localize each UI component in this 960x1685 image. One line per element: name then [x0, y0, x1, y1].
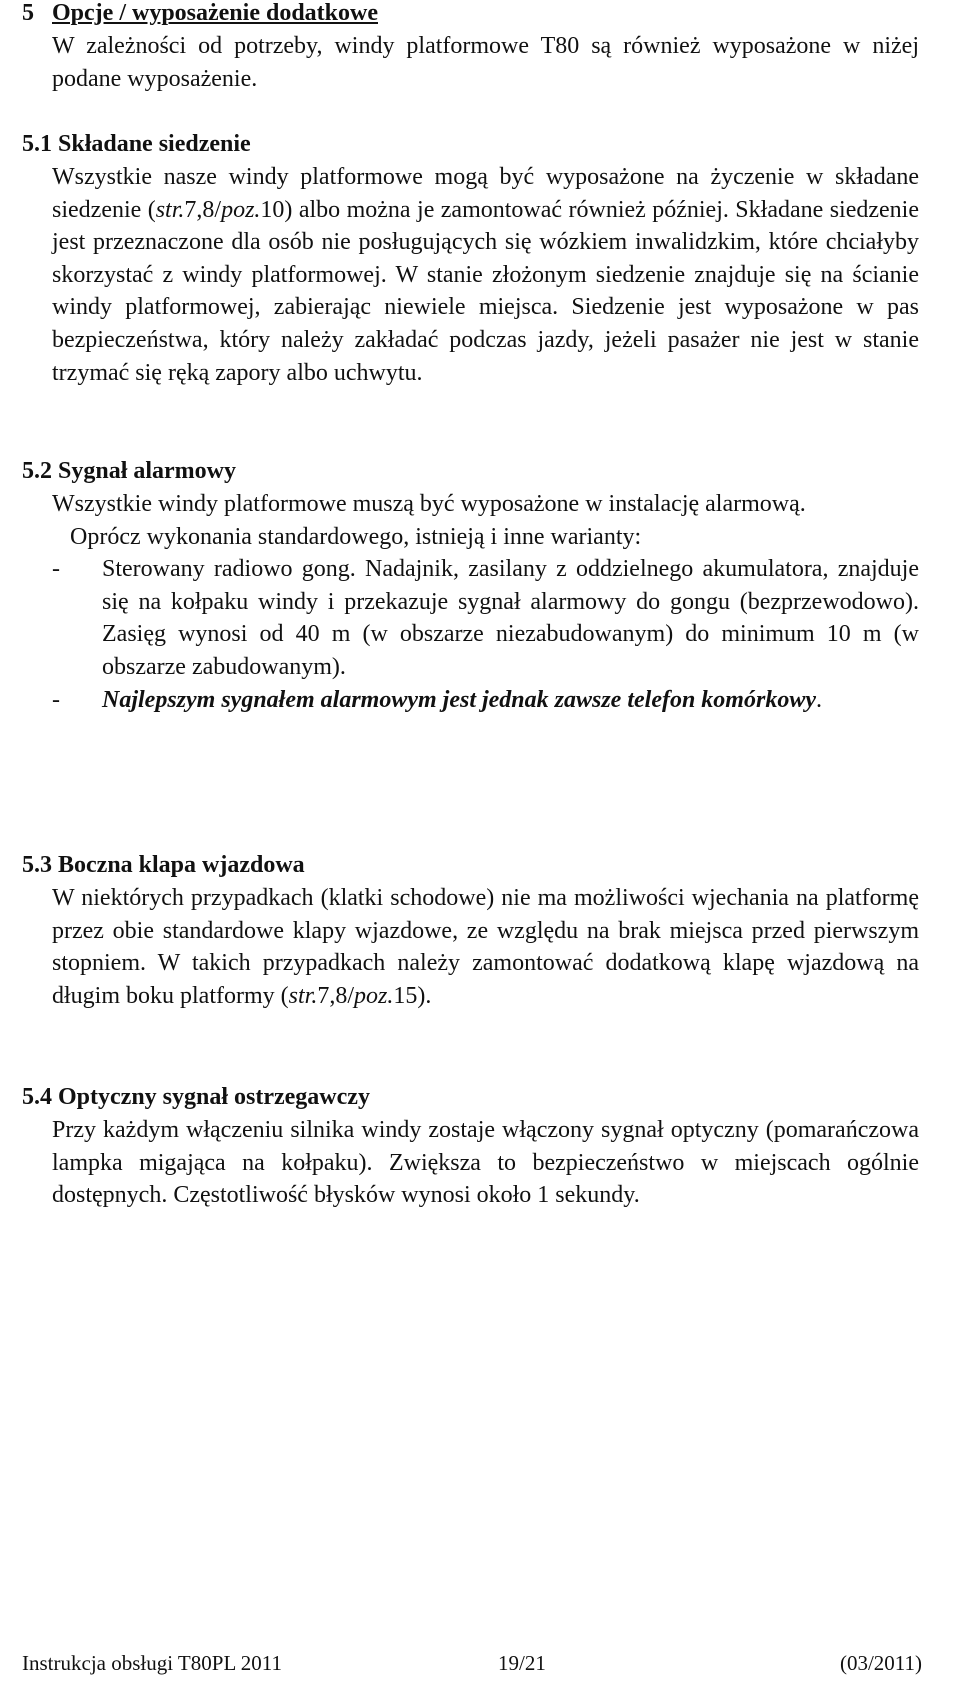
section-5-3 — [22, 849, 942, 1012]
reference-pages: 7,8/ — [317, 982, 354, 1009]
list-dash: - — [52, 556, 60, 583]
emphasis-text: Najlepszym sygnałem alarmowym jest jednak zawsze telefon komórkowy — [102, 686, 816, 713]
section-title: Sygnał alarmowy — [58, 458, 237, 484]
list-item — [52, 684, 919, 717]
section-title: Opcje / wyposażenie dodatkowe — [52, 0, 378, 26]
section-title: Optyczny sygnał ostrzegawczy — [58, 1084, 370, 1110]
text-part: Siedzenie jest wyposażone w pas bezpieczeństwa, który należy zakładać podczas jazdy, jeżeli pasażer nie jest w stanie trzymać się ręką zapory albo uchwytu. — [52, 294, 920, 386]
section-heading — [22, 1081, 942, 1114]
section-number: 5.2 — [22, 458, 52, 484]
list-item-text: Sterowany radiowo gong. Nadajnik, zasilany z oddzielnego akumulatora, znajduje się na kołpaku windy i przekazuje sygnał alarmowy do gongu (bezprzewodowo). Zasięg wynosi od 40 m (w obszarze niezabudowanym) do minimum 10 m (w obszarze zabudowanym). — [102, 556, 919, 680]
text-part: Wszystkie nasze windy platformowe mogą być wyposażone na życzenie w składane siedzenie ( — [52, 164, 919, 223]
section-number: 5.3 — [22, 852, 52, 878]
section-5-1 — [22, 128, 942, 389]
section-heading — [22, 0, 942, 30]
section-number: 5 — [22, 0, 34, 26]
section-heading — [22, 128, 942, 161]
footer-document-title: Instrukcja obsługi T80PL 2011 — [22, 1651, 282, 1675]
section-heading — [22, 849, 942, 882]
list-item — [52, 553, 919, 683]
section-text: W zależności od potrzeby, windy platformowe T80 są również wyposażone w niżej podane wyposażenie. — [52, 33, 919, 92]
reference-str: str. — [288, 982, 318, 1009]
reference-poz: poz. — [221, 196, 261, 223]
reference-str: str. — [155, 196, 185, 223]
reference-position: 10 — [260, 196, 285, 223]
section-text — [52, 161, 919, 389]
text-part: ) albo można je zamontować również później. Składane siedzenie jest przeznaczone dla osób nie posługujących się wózkiem inwalidzkim, które chciałyby skorzystać z windy platformowej. W stanie złożonym siedzenie znajduje się na ścianie windy platformowej, zabierając niewiele miejsca. — [52, 196, 919, 321]
reference-pages: 7,8/ — [184, 196, 222, 223]
section-5-2 — [22, 455, 942, 716]
reference-position: 15 — [393, 982, 418, 1009]
footer-date: (03/2011) — [839, 1651, 922, 1675]
section-heading — [22, 455, 942, 488]
section-number: 5.4 — [22, 1084, 52, 1110]
text-part: ). — [417, 982, 432, 1009]
list-item-text — [102, 684, 919, 717]
variants-intro: Oprócz wykonania standardowego, istnieją i inne warianty: — [70, 523, 642, 550]
list-dash: - — [52, 686, 60, 713]
section-title: Boczna klapa wjazdowa — [58, 852, 305, 878]
text-part: . — [815, 686, 822, 713]
section-5 — [22, 0, 942, 95]
section-text: Przy każdym włączeniu silnika windy zostaje włączony sygnał optyczny (pomarańczowa lampka migająca na kołpaku). Zwiększa to bezpieczeństwo w miejscach ogólnie dostępnych. Częstotliwość błysków wynosi około 1 sekundy. — [52, 1117, 919, 1209]
section-text: Wszystkie windy platformowe muszą być wyposażone w instalację alarmową. — [52, 491, 806, 517]
text-part: W niektórych przypadkach (klatki schodowe) nie ma możliwości wjechania na platformę przez obie standardowe klapy wjazdowe, ze względu na brak miejsca przed pierwszym stopniem. W takich przypadkach należy zamontować dodatkową klapę wjazdową na długim boku platformy ( — [52, 885, 919, 1009]
section-text — [52, 882, 919, 1012]
footer-page-number: 19/21 — [498, 1651, 546, 1675]
reference-poz: poz. — [354, 982, 394, 1009]
section-5-4 — [22, 1081, 942, 1212]
section-number: 5.1 — [22, 131, 52, 157]
section-title: Składane siedzenie — [58, 131, 251, 157]
